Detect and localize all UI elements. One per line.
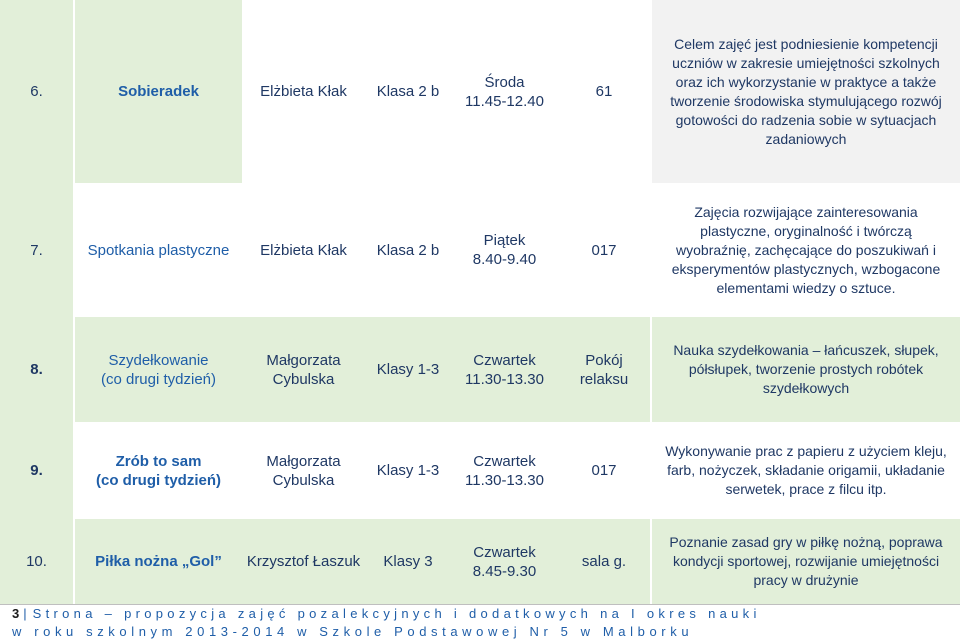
row-number (0, 317, 75, 422)
schedule (451, 317, 558, 422)
activity-name-text: Sobieradek (118, 83, 199, 100)
page-number: 3 (12, 606, 20, 621)
activity-name (75, 317, 242, 422)
description (650, 422, 960, 519)
row-number-text: 7. (30, 241, 43, 259)
class-text: Klasa 2 b (376, 83, 440, 100)
room (558, 519, 650, 604)
row-number-text: 10. (26, 553, 47, 570)
activity-name (75, 0, 242, 183)
description-text: Celem zajęć jest podniesienie kompetencji uczniów w zakresie umiejętności szkolnych oraz ich wykorzystanie w praktyce a także tworzenie środowiska stymulującego rozwój gotowości do radzenia sobie w sytuacjach zadaniowych (670, 35, 942, 147)
row-number-text: 9. (30, 462, 43, 479)
class (365, 0, 451, 183)
day-text: Piątek (483, 232, 526, 249)
day-text: Środa (484, 73, 525, 91)
time-text: 8.40-9.40 (472, 251, 537, 268)
room-text: 61 (595, 83, 613, 100)
teacher (242, 422, 365, 519)
room-text: 017 (591, 462, 617, 479)
class-text: Klasy 1-3 (376, 361, 440, 378)
schedule (451, 183, 558, 317)
footer-separator: | (23, 606, 27, 621)
footer-line-1 (12, 605, 960, 623)
room (558, 317, 650, 422)
activity-frequency-note: (co drugi tydzień) (100, 370, 217, 388)
description-text: Nauka szydełkowania – łańcuszek, słupek, półsłupek, tworzenie prostych robótek szydełkowych (673, 342, 939, 396)
activity-name (75, 422, 242, 519)
day-text: Czwartek (473, 543, 536, 561)
row-number-text: 8. (30, 361, 43, 378)
class-text: Klasy 1-3 (376, 462, 440, 479)
activity-name (75, 519, 242, 604)
teacher-text: Krzysztof Łaszuk (246, 553, 361, 570)
room-text: Pokój relaksu (579, 351, 629, 388)
day-text: Czwartek (473, 452, 536, 470)
activity-name-text: Piłka nożna „Gol” (95, 553, 222, 570)
teacher (242, 0, 365, 183)
footer-title-line-2: w roku szkolnym 2013-2014 w Szkole Podstawowej Nr 5 w Malborku (12, 624, 694, 639)
teacher (242, 519, 365, 604)
room-text: sala g. (581, 553, 627, 570)
table-row (0, 519, 960, 604)
time-text: 11.30-13.30 (465, 471, 544, 489)
description (650, 0, 960, 183)
page-footer (0, 604, 960, 643)
teacher-text: Małgorzata Cybulska (266, 452, 341, 489)
room-text: 017 (591, 241, 617, 259)
description-text: Zajęcia rozwijające zainteresowania plastyczne, oryginalność i twórczą wyobraźnię, zachęcające do poszukiwań i eksperymentów plastycznych, wzbogacone elementami wiedzy o sztuce. (671, 203, 941, 296)
schedule (451, 422, 558, 519)
activity-name (75, 183, 242, 317)
activity-name-text: Spotkania plastyczne (87, 241, 230, 259)
table-row (0, 0, 960, 183)
description (650, 183, 960, 317)
schedule (451, 519, 558, 604)
time-text: 11.30-13.30 (465, 370, 544, 388)
description-text: Poznanie zasad gry w piłkę nożną, poprawa kondycji sportowej, rozwijanie umiejętności pracy w drużynie (669, 534, 943, 588)
room (558, 183, 650, 317)
activity-name-text: Szydełkowanie (108, 351, 209, 369)
class (365, 317, 451, 422)
description-text: Wykonywanie prac z papieru z użyciem kleju, farb, nożyczek, składanie origamii, układanie serwetek, prace z filcu itp. (665, 443, 947, 497)
table-row (0, 317, 960, 422)
room (558, 0, 650, 183)
class (365, 519, 451, 604)
day-text: Czwartek (473, 351, 536, 369)
row-number (0, 519, 75, 604)
teacher-text: Małgorzata Cybulska (266, 351, 341, 388)
teacher-text: Elżbieta Kłak (260, 241, 347, 259)
row-number (0, 422, 75, 519)
activity-name-text: Zrób to sam (115, 452, 202, 470)
room (558, 422, 650, 519)
description (650, 317, 960, 422)
class-text: Klasy 3 (383, 553, 433, 570)
class (365, 183, 451, 317)
activity-frequency-note: (co drugi tydzień) (96, 471, 221, 489)
teacher-text: Elżbieta Kłak (260, 83, 347, 100)
row-number-text: 6. (30, 83, 43, 100)
footer-title-line-1: Strona – propozycja zajęć pozalekcyjnych i dodatkowych na I okres nauki (32, 606, 761, 621)
time-text: 8.45-9.30 (472, 562, 537, 580)
teacher (242, 317, 365, 422)
table-row (0, 422, 960, 519)
row-number (0, 0, 75, 183)
time-text: 11.45-12.40 (465, 92, 544, 110)
table-row (0, 183, 960, 317)
description (650, 519, 960, 604)
teacher (242, 183, 365, 317)
class-text: Klasa 2 b (376, 241, 440, 259)
class (365, 422, 451, 519)
schedule (451, 0, 558, 183)
row-number (0, 183, 75, 317)
